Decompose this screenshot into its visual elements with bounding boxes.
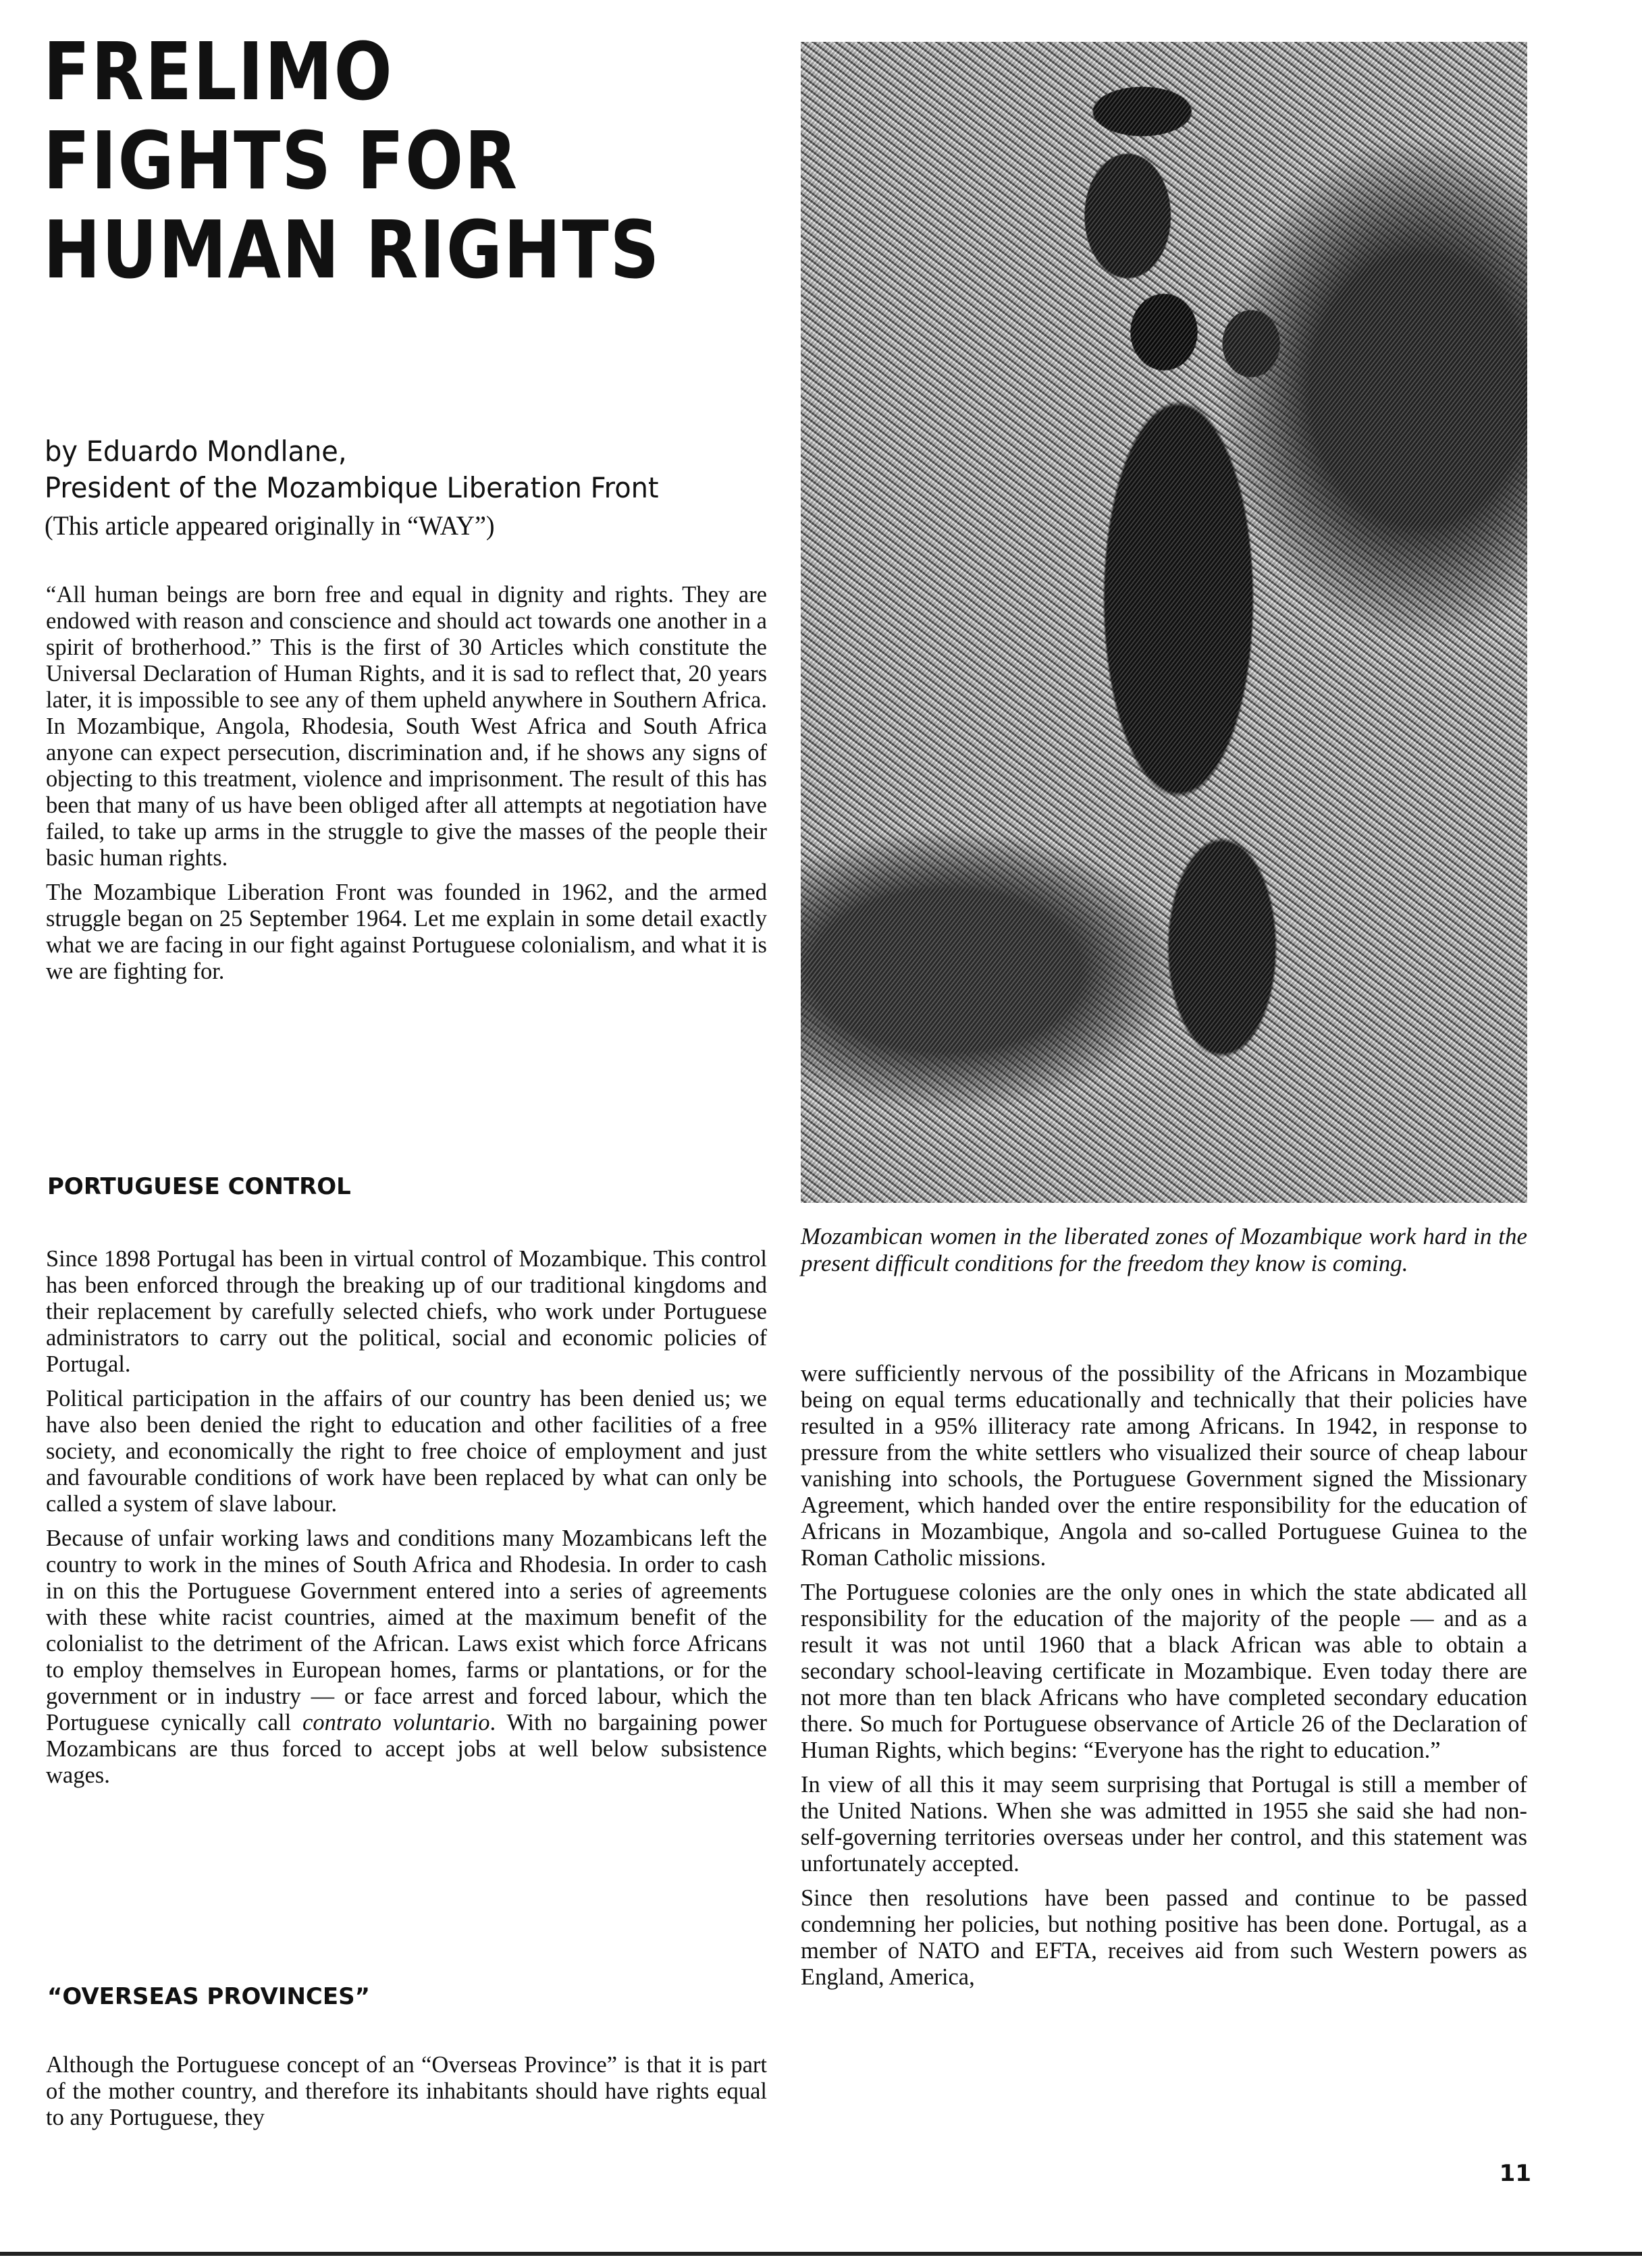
section-overseas-provinces-text [46, 2052, 767, 2139]
section1-paragraph-3-text: Because of unfair working laws and conditions many Mozambicans left the country to work in the mines of South Africa and Rhodesia. In order to cash in on this the Portuguese Government entered into a series of agreements with these white racist countries, aimed at the maximum benefit of the colonialist to the detriment of the African. Laws exist which force Africans to employ themselves in European homes, farms or plantations, or for the government or in industry — or face arrest and forced labour, which the Portuguese cynically call [46, 1526, 767, 1735]
right-paragraph-3: In view of all this it may seem surprising that Portugal is still a member of the United Nations. When she was admitted in 1955 she said she had non-self-governing territories overseas under her control, and this statement was unfortunately accepted. [801, 1772, 1527, 1877]
section1-paragraph-3 [46, 1526, 767, 1789]
intro-text [46, 582, 767, 993]
byline [45, 433, 750, 544]
bottom-rule [0, 2252, 1642, 2256]
section2-paragraph-1: Although the Portuguese concept of an “Overseas Province” is that it is part of the mother country, and therefore its inhabitants should have rights equal to any Portuguese, they [46, 2052, 767, 2130]
intro-paragraph-2: The Mozambique Liberation Front was founded in 1962, and the armed struggle began on 25 September 1964. Let me explain in some detail exactly what we are facing in our fight against Portuguese colonialism, and what it is we are fighting for. [46, 880, 767, 984]
article-photo [801, 42, 1527, 1203]
section1-paragraph-1: Since 1898 Portugal has been in virtual control of Mozambique. This control has been enforced through the breaking up of our traditional kingdoms and their replacement by carefully selected chiefs, who work under Portuguese administrators to carry out the political, social and economic policies of Portugal. [46, 1246, 767, 1377]
headline-line-2: FIGHTS FOR [43, 114, 519, 207]
right-paragraph-4: Since then resolutions have been passed and continue to be passed condemning her policies, but nothing positive has been done. Portugal, as a member of NATO and EFTA, receives aid from such Western powers as England, America, [801, 1885, 1527, 1990]
byline-position: President of the Mozambique Liberation Front [45, 471, 659, 504]
right-paragraph-2: The Portuguese colonies are the only ones in which the state abdicated all responsibility for the education of the majority of the people — and as a result it was not until 1960 that a black African was able to obtain a secondary school-leaving certificate in Mozambique. Even today there are not more than ten black Africans who have completed secondary education there. So much for Portuguese observance of Article 26 of the Declaration of Human Rights, which begins: “Everyone has the right to education.” [801, 1580, 1527, 1763]
byline-source-note: (This article appeared originally in “WAY”) [45, 510, 495, 541]
article-headline [43, 27, 670, 294]
section1-italic-term: contrato voluntario [302, 1710, 490, 1735]
headline-line-1: FRELIMO [43, 25, 394, 118]
section1-paragraph-2: Political participation in the affairs of our country has been denied us; we have also been denied the right to education and other facilities of a free society, and economically the right to free choice of employment and just and favourable conditions of work have been replaced by what can only be called a system of slave labour. [46, 1386, 767, 1517]
photo-caption: Mozambican women in the liberated zones of Mozambique work hard in the present difficult conditions for the freedom they know is coming. [801, 1223, 1527, 1276]
section1-paragraph-3-tail: . With no bargaining power Mozambicans are thus forced to accept jobs at well below subsistence wages. [46, 1710, 768, 1788]
byline-author: by Eduardo Mondlane, [45, 435, 347, 468]
section-heading-overseas-provinces: “OVERSEAS PROVINCES” [47, 1983, 370, 2010]
page-number: 11 [1499, 2160, 1531, 2187]
right-column-text [801, 1361, 1527, 1999]
headline-line-3: HUMAN RIGHTS [43, 203, 661, 296]
intro-paragraph-1: “All human beings are born free and equal in dignity and rights. They are endowed with reason and conscience and should act towards one another in a spirit of brotherhood.” This is the first of 30 Articles which constitute the Universal Declaration of Human Rights, and it is sad to reflect that, 20 years later, it is impossible to see any of them upheld anywhere in Southern Africa. In Mozambique, Angola, Rhodesia, South West Africa and South Africa anyone can expect persecution, discrimination and, if he shows any signs of objecting to this treatment, violence and imprisonment. The result of this has been that many of us have been obliged after all attempts at negotiation have failed, to take up arms in the struggle to give the masses of the people their basic human rights. [46, 582, 767, 871]
section-heading-portuguese-control: PORTUGUESE CONTROL [47, 1173, 351, 1200]
section-portuguese-control-text [46, 1246, 767, 1797]
right-paragraph-1: were sufficiently nervous of the possibility of the Africans in Mozambique being on equal terms educationally and technically that their policies have resulted in a 95% illiteracy rate among Africans. In 1942, in response to pressure from the white settlers who visualized their source of cheap labour vanishing into schools, the Portuguese Government signed the Missionary Agreement, which handed over the entire responsibility for the education of Africans in Mozambique, Angola and so-called Portuguese Guinea to the Roman Catholic missions. [801, 1361, 1527, 1571]
